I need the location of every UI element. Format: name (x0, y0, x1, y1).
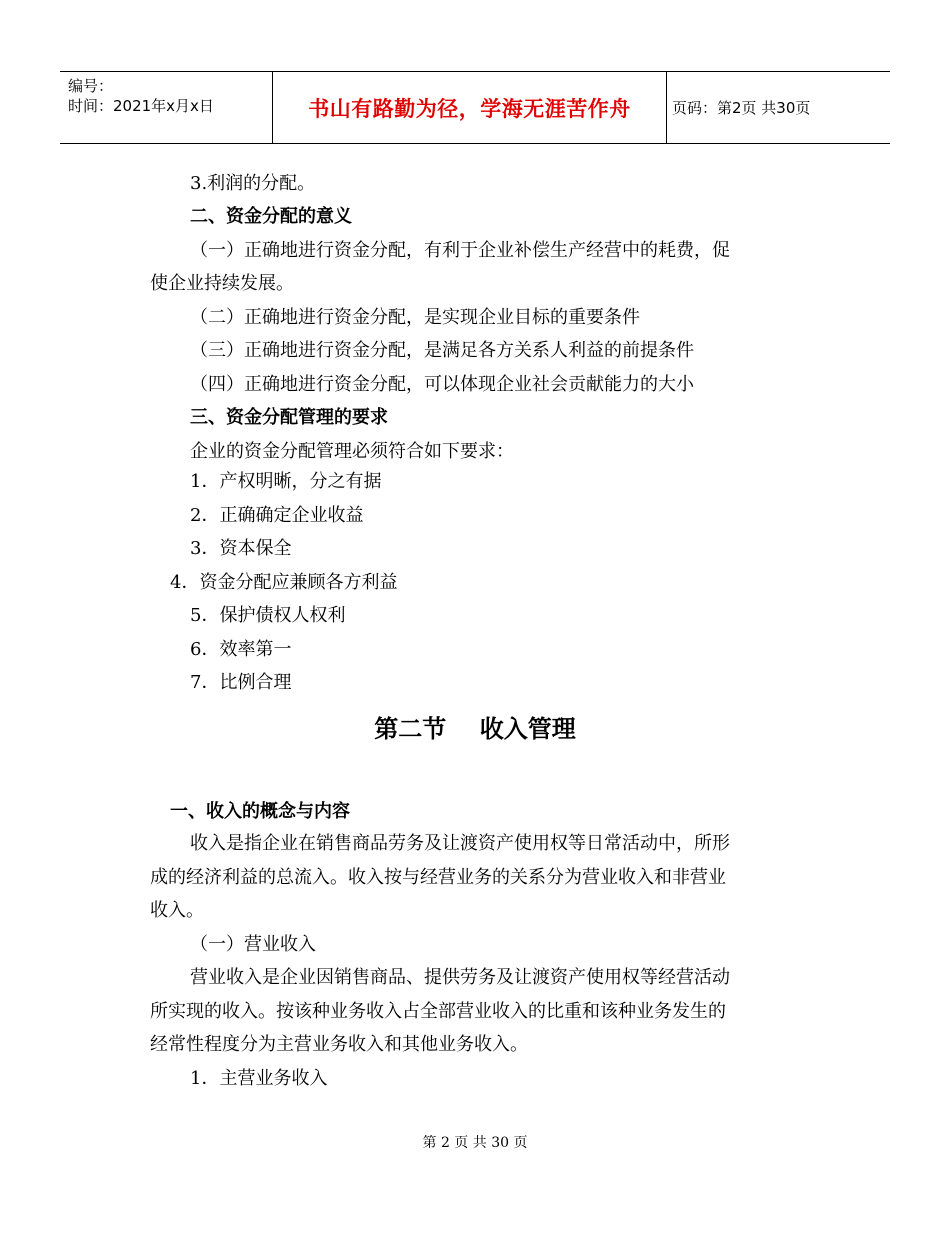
list-item: 3．资本保全 (190, 538, 292, 559)
body-line: 所实现的收入。按该种业务收入占全部营业收入的比重和该种业务发生的 (150, 1001, 726, 1022)
header-page-cell (666, 72, 890, 143)
body-line: 收入是指企业在销售商品劳务及让渡资产使用权等日常活动中，所形 (190, 833, 730, 854)
list-item: 1．产权明晰，分之有据 (190, 471, 382, 492)
header-time-label: 时间：2021年x月x日 (68, 97, 214, 115)
section-heading: 一、收入的概念与内容 (170, 801, 350, 822)
header-motto-cell (272, 72, 667, 143)
body-line: （一）正确地进行资金分配，有利于企业补偿生产经营中的耗费，促 (190, 240, 730, 261)
section-title: 第二节 收入管理 (374, 715, 576, 743)
body-line: 3.利润的分配。 (190, 173, 316, 194)
list-item: 6．效率第一 (190, 639, 292, 660)
body-line: 营业收入是企业因销售商品、提供劳务及让渡资产使用权等经营活动 (190, 967, 730, 988)
header-motto: 书山有路勤为径，学海无涯苦作舟 (308, 96, 631, 121)
body-line: 经常性程度分为主营业务收入和其他业务收入。 (150, 1034, 528, 1055)
list-item: 7．比例合理 (190, 672, 292, 693)
body-line: （四）正确地进行资金分配，可以体现企业社会贡献能力的大小 (190, 374, 694, 395)
section-heading: 三、资金分配管理的要求 (190, 407, 388, 428)
list-item: 5．保护债权人权利 (190, 605, 346, 626)
body-line: （三）正确地进行资金分配，是满足各方关系人利益的前提条件 (190, 340, 694, 361)
section-heading: 二、资金分配的意义 (190, 206, 352, 227)
header-left-cell (60, 72, 272, 143)
body-line: 收入。 (150, 900, 204, 921)
list-item: 2．正确确定企业收益 (190, 505, 364, 526)
list-item: 1．主营业务收入 (190, 1068, 328, 1089)
page-footer: 第 2 页 共 30 页 (422, 1135, 528, 1151)
body-line: （一）营业收入 (190, 934, 316, 955)
header-number-label: 编号： (68, 77, 114, 95)
body-line: 使企业持续发展。 (150, 273, 294, 294)
body-line: （二）正确地进行资金分配，是实现企业目标的重要条件 (190, 307, 640, 328)
page-header (60, 71, 890, 144)
body-line: 企业的资金分配管理必须符合如下要求： (190, 441, 514, 462)
header-page-label: 页码：第2页 共30页 (672, 99, 811, 117)
body-line: 成的经济利益的总流入。收入按与经营业务的关系分为营业收入和非营业 (150, 867, 726, 888)
list-item: 4．资金分配应兼顾各方利益 (170, 572, 398, 593)
